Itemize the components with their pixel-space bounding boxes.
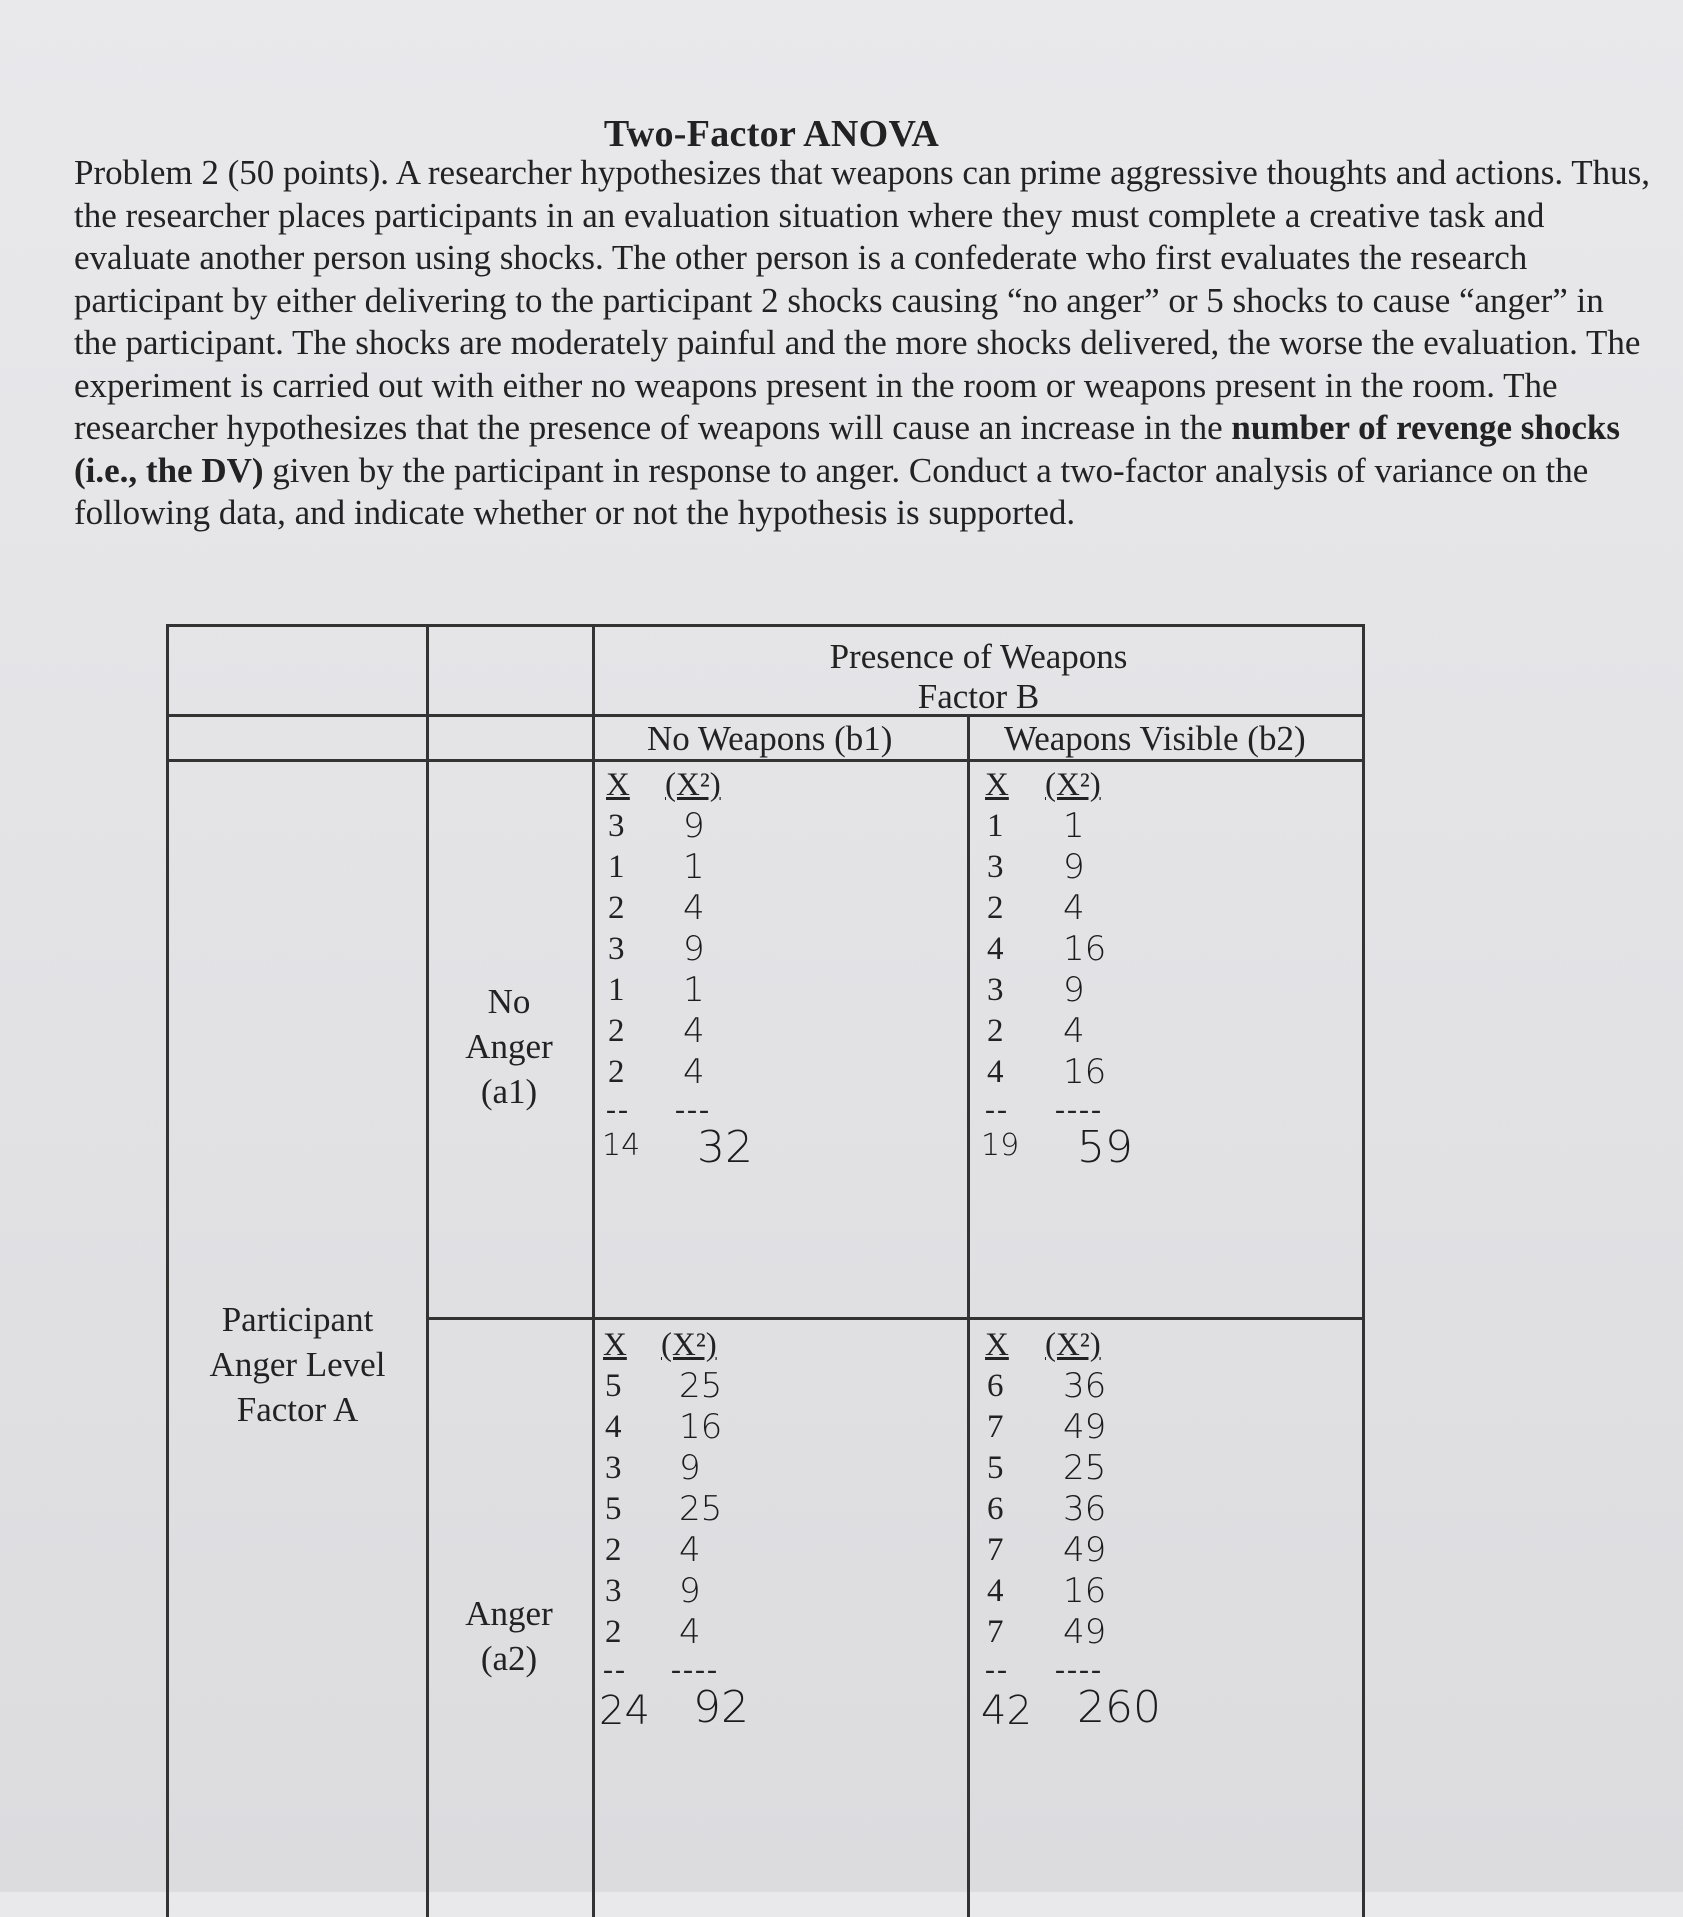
x-value: 7 [987,1614,1004,1650]
x-value: 3 [987,849,1004,885]
x-squared-value: 4 [683,888,705,928]
x-value: 4 [605,1409,622,1445]
x-squared-value: 16 [1063,1052,1107,1092]
sum-separator: ---- [1055,1093,1103,1126]
table-divider [169,759,1365,762]
sum-x-squared: 260 [1077,1682,1161,1733]
anova-data-table [166,624,1365,1917]
x-value: 1 [608,972,625,1008]
row-label-a1 [426,979,592,1114]
x-value: 5 [987,1450,1004,1486]
x-squared-value: 9 [679,1448,701,1488]
factor-a-label [169,1297,426,1432]
x-value: 2 [987,890,1004,926]
table-divider [1362,627,1365,1917]
x-squared-value: 9 [1063,970,1085,1010]
x-value: 1 [608,849,625,885]
x-value: 2 [605,1614,622,1650]
x-value: 4 [987,1573,1004,1609]
x-squared-value: 9 [1063,847,1085,887]
x-squared-value: 49 [1063,1407,1107,1447]
sum-x: 14 [602,1128,641,1163]
problem-text-tail: given by the participant in response to anger. Conduct a two-factor analysis of variance on the following data, and indicate whether or not the hypothesis is supported. [74,450,1589,532]
sum-x-squared: 32 [697,1122,753,1173]
x-squared-value: 1 [683,970,705,1010]
x-value: 5 [605,1491,622,1527]
sum-separator: --- [675,1093,711,1126]
x-value: 5 [605,1368,622,1404]
x-squared-value: 9 [679,1571,701,1611]
row-label-a1-line2: Anger [465,1027,553,1066]
x-squared-value: 16 [1063,1571,1107,1611]
x-squared-value: 1 [683,847,705,887]
x-column-header: X [985,1327,1009,1363]
x-squared-value: 36 [1063,1489,1107,1529]
sum-separator: -- [606,1093,630,1126]
sum-separator: ---- [671,1653,719,1686]
x-column-header: X [606,767,630,803]
column-header-b2: Weapons Visible (b2) [1004,719,1306,758]
x-value: 3 [605,1573,622,1609]
x-squared-value: 16 [679,1407,723,1447]
x-squared-value: 36 [1063,1366,1107,1406]
x-value: 1 [987,808,1004,844]
factor-b-label: Factor B [917,677,1040,716]
x-squared-value: 1 [1063,806,1085,846]
x-value: 6 [987,1368,1004,1404]
sum-x: 42 [981,1688,1032,1734]
x-value: 3 [605,1450,622,1486]
row-label-a1-line1: No [487,982,531,1021]
x-value: 4 [987,1054,1004,1090]
x-value: 2 [608,890,625,926]
x-column-header: X [603,1327,627,1363]
x-squared-value: 4 [679,1612,701,1652]
page-title: Two-Factor ANOVA [603,113,940,155]
sum-separator: -- [603,1653,627,1686]
x-squared-value: 4 [1063,1011,1085,1051]
x-squared-value: 4 [1063,888,1085,928]
x-squared-value: 25 [1063,1448,1107,1488]
sum-x-squared: 92 [693,1682,749,1733]
sum-separator: -- [985,1653,1009,1686]
x-squared-value: 49 [1063,1530,1107,1570]
x-value: 3 [987,972,1004,1008]
x-value: 2 [987,1013,1004,1049]
x-value: 4 [987,931,1004,967]
row-label-a2-line2: (a2) [480,1639,538,1678]
x-squared-value: 16 [1063,929,1107,969]
factor-a-line1: Participant [221,1300,374,1339]
sum-separator: -- [985,1093,1009,1126]
table-divider [426,1317,1365,1320]
problem-text-lead: Problem 2 (50 points). A researcher hypothesizes that weapons can prime aggressive thoughts and actions. Thus, the researcher places participants in an evaluation situation where they must complete a creative task and evaluate another person using shocks. The other person is a confederate who first evaluates the research participant by either delivering to the participant 2 shocks causing “no anger” or 5 shocks to cause “anger” in the participant. The shocks are moderately painful and the more shocks delivered, the worse the evaluation. The experiment is carried out with either no weapons present in the room or weapons present in the room. The researcher hypothesizes that the presence of weapons will cause an increase in the [74,153,1650,447]
x-value: 2 [605,1532,622,1568]
factor-b-header [592,637,1365,717]
problem-text-dv: number of revenge shocks (i.e., the DV) [74,408,1620,490]
x-value: 3 [608,931,625,967]
row-label-a1-line3: (a1) [480,1072,538,1111]
x-squared-column-header: (X²) [665,767,721,803]
x-value: 6 [987,1491,1004,1527]
row-label-a2-line1: Anger [465,1594,553,1633]
sum-x-squared: 59 [1077,1122,1133,1173]
sum-x: 24 [599,1688,650,1734]
row-label-a2 [426,1591,592,1681]
table-divider [592,627,595,1917]
x-squared-value: 9 [683,806,705,846]
problem-statement [74,152,1654,535]
x-value: 2 [608,1054,625,1090]
x-squared-value: 25 [679,1366,723,1406]
sum-x: 19 [981,1128,1020,1163]
sum-separator: ---- [1055,1653,1103,1686]
x-value: 2 [608,1013,625,1049]
x-squared-value: 4 [683,1011,705,1051]
x-squared-column-header: (X²) [1045,767,1101,803]
x-squared-column-header: (X²) [661,1327,717,1363]
x-value: 3 [608,808,625,844]
x-squared-value: 25 [679,1489,723,1529]
factor-a-line3: Factor A [236,1390,359,1429]
x-squared-column-header: (X²) [1045,1327,1101,1363]
x-value: 7 [987,1532,1004,1568]
column-header-b1: No Weapons (b1) [647,719,893,758]
factor-b-title: Presence of Weapons [829,637,1128,676]
table-divider [426,627,429,1917]
factor-a-line2: Anger Level [209,1345,386,1384]
x-squared-value: 49 [1063,1612,1107,1652]
x-squared-value: 9 [683,929,705,969]
x-squared-value: 4 [679,1530,701,1570]
x-value: 7 [987,1409,1004,1445]
x-squared-value: 4 [683,1052,705,1092]
x-column-header: X [985,767,1009,803]
